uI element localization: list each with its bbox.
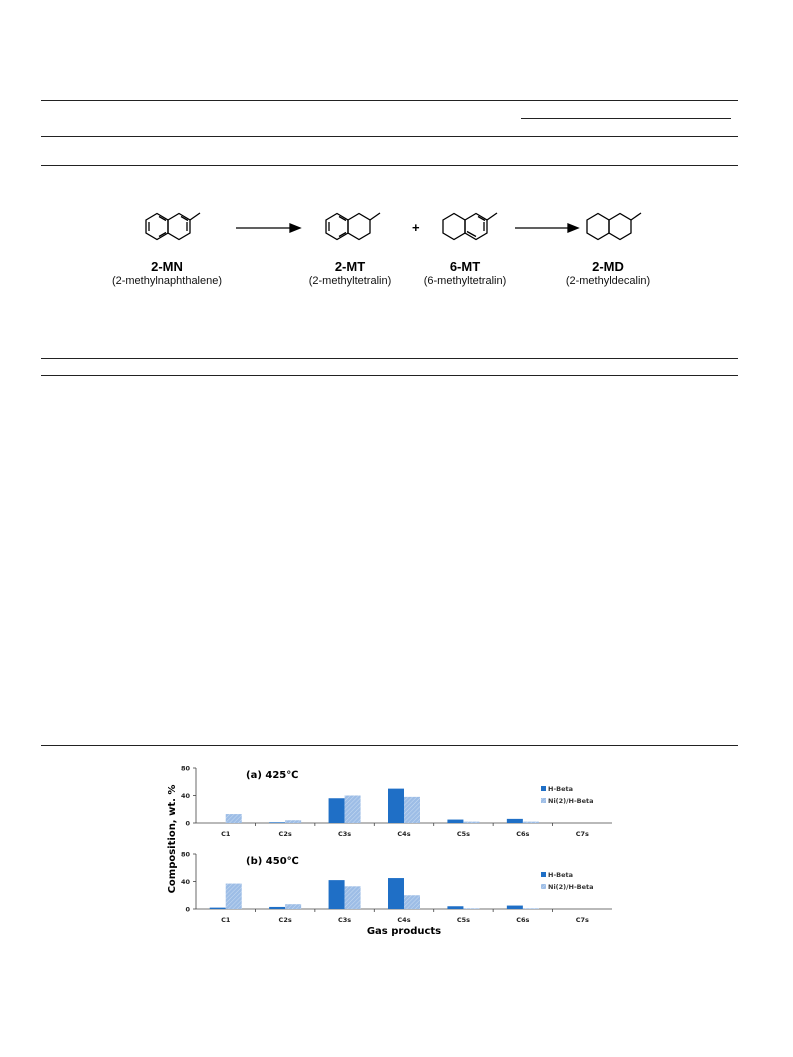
- reaction-scheme: [0, 190, 793, 270]
- molecule-2-md-structure: [587, 213, 641, 240]
- bar-h-beta: [447, 820, 463, 823]
- legend-swatch: [541, 884, 546, 889]
- bar-ni-2-h-beta: [523, 908, 539, 909]
- bar-h-beta: [447, 906, 463, 909]
- table-bottom-rule: [41, 165, 738, 166]
- molecule-2-mn-name: (2-methylnaphthalene): [111, 275, 223, 287]
- molecule-2-mt-abbr: 2-MT: [334, 259, 366, 274]
- y-tick-label: 80: [180, 850, 190, 859]
- legend-swatch: [541, 872, 546, 877]
- figure-top-rule: [41, 745, 738, 746]
- legend-swatch: [541, 798, 546, 803]
- bar-h-beta: [269, 907, 285, 909]
- x-axis-title: Gas products: [366, 926, 442, 937]
- y-tick-label: 40: [180, 791, 190, 800]
- x-tick-label: C3s: [337, 830, 352, 838]
- bar-h-beta: [269, 822, 285, 823]
- bar-ni-2-h-beta: [463, 908, 479, 909]
- gas-products-chart: [0, 755, 793, 945]
- table-mid-rule: [41, 136, 738, 137]
- x-tick-label: C2s: [278, 916, 292, 924]
- bar-ni-2-h-beta: [463, 822, 479, 823]
- y-tick-label: 0: [185, 905, 190, 914]
- molecule-2-md-abbr: 2-MD: [592, 259, 624, 274]
- bar-h-beta: [329, 798, 345, 823]
- x-tick-label: C6s: [516, 830, 530, 838]
- table-header-underline: [521, 118, 731, 119]
- bar-ni-2-h-beta: [404, 797, 420, 823]
- bar-h-beta: [507, 819, 523, 823]
- y-tick-label: 40: [180, 877, 190, 886]
- bar-h-beta: [388, 789, 404, 823]
- molecule-6-mt-name: (6-methyltetralin): [423, 275, 507, 287]
- x-tick-label: C5s: [456, 830, 471, 838]
- y-axis-title: Composition, wt. %: [167, 784, 178, 894]
- x-tick-label: C6s: [516, 916, 530, 924]
- molecule-2-md-name: (2-methyldecalin): [565, 275, 651, 287]
- bar-ni-2-h-beta: [226, 814, 242, 823]
- x-tick-label: C4s: [397, 916, 411, 924]
- panel-title: (b) 450℃: [246, 856, 299, 867]
- molecule-2-mt-structure: [326, 213, 380, 240]
- molecule-2-mn-structure: [146, 213, 200, 240]
- x-tick-label: C7s: [575, 916, 589, 924]
- x-tick-label: C1: [221, 830, 231, 838]
- molecule-2-mt-name: (2-methyltetralin): [308, 275, 392, 287]
- bar-ni-2-h-beta: [226, 884, 242, 909]
- x-tick-label: C1: [221, 916, 231, 924]
- table-top-rule: [41, 100, 738, 101]
- legend-label: Ni(2)/H-Beta: [548, 883, 594, 891]
- legend-swatch: [541, 786, 546, 791]
- bar-h-beta: [329, 880, 345, 909]
- scheme-bottom-rule-2: [41, 375, 738, 376]
- x-tick-label: C4s: [397, 830, 411, 838]
- bar-ni-2-h-beta: [523, 822, 539, 823]
- bar-ni-2-h-beta: [285, 904, 301, 909]
- legend-label: H-Beta: [548, 785, 573, 793]
- bar-h-beta: [507, 906, 523, 909]
- bar-ni-2-h-beta: [404, 895, 420, 909]
- y-tick-label: 80: [180, 764, 190, 773]
- x-tick-label: C2s: [278, 830, 292, 838]
- bar-ni-2-h-beta: [285, 820, 301, 823]
- molecule-6-mt-structure: [443, 213, 497, 240]
- scheme-bottom-rule-1: [41, 358, 738, 359]
- x-tick-label: C3s: [337, 916, 352, 924]
- bar-h-beta: [388, 878, 404, 909]
- legend-label: Ni(2)/H-Beta: [548, 797, 594, 805]
- panel-title: (a) 425℃: [246, 770, 299, 781]
- plus-sign: +: [412, 220, 420, 235]
- legend-label: H-Beta: [548, 871, 573, 879]
- x-tick-label: C7s: [575, 830, 589, 838]
- bar-h-beta: [210, 908, 226, 909]
- molecule-2-mn-abbr: 2-MN: [151, 259, 183, 274]
- molecule-6-mt-abbr: 6-MT: [449, 259, 481, 274]
- bar-ni-2-h-beta: [345, 796, 361, 824]
- bar-ni-2-h-beta: [345, 886, 361, 909]
- x-tick-label: C5s: [456, 916, 471, 924]
- y-tick-label: 0: [185, 819, 190, 828]
